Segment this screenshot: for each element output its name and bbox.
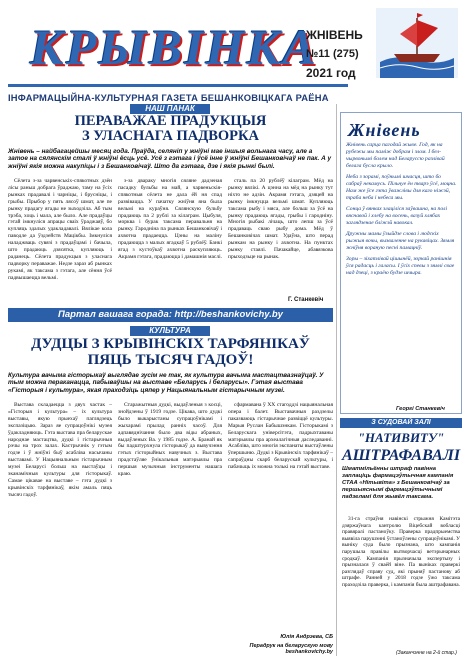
poem-stanza: Жнівень сарца пагодай жыве. Год, як на рубежы мы паміж добрам і злом. І бел-чырвонымі болем над Беларуссю разлівай белага бусла крыло. [346,142,445,169]
article1-column-3 [228,178,333,294]
article2-source: Перадрук на беларускую мову beshankovichy.by [249,643,333,655]
court-headline [340,430,462,465]
court-lead: Шматмільённы штраф павінна заплаціць фармацэўтычная кампанія СТАА «Нітывіта» з Бешанковічаў за першыяснымі фармацэўтычнымі падзеламі для жывёл таксама. [342,466,454,500]
article1-column-1 [8,178,112,302]
article2-column-2-text: Старажытныя дудкі, выдаўленыя з косці, знойдзены ў 1919 годзе. Цікава, што дудкі было выкарыстаны супрацоўнікамі і жыхарамі прылад ранніх часоў. Для адпавяднічання было два віды абраных, выдаўленых Ва. у 1985 годзе. А. Бранай як бы падштурхнула гісторыкаў да вывучэння гэтых гісторыйных навучных з. Выстава прадстаўляе ўнікальныя матэрыялы пра першыя музычныя інструменты нашага краю. [118,402,222,478]
article2-column-3-text: сфармавана ў XX стагоддзі нацыянальная опера і балет. Выставачныя раздзелы паказваюць гістарычнае развіццё культуры. Марыя Руслан Бабышэнкам. Гісторыкамі з Беларускага універсітэта, падрыхтаваны матэрыялы пра археалагічныя даследаванні. Асабліва, што многія экспанаты выстаўлены ўпершыню. Дудкі з Крывінскіх тарфянікаў – сапраўдны скарб беларускай культуры, і пабачыць іх можна толькі на гэтай выставе. [228,402,333,471]
ship-emblem-icon [376,8,458,78]
court-headline-line1: "НАТИВИТУ" [357,430,445,445]
article1-column-2 [118,178,222,302]
article1-column-2-text: з-за двараку многія сяляне дадзеная пасадку бульбы на май, а чарвеньскія-спякотныя сёлета не дала ёй ня спад развівацца. У пачатку жніўня яна была вельмі на кураўня. Сялянскую бульбу прадаюць па 2 рублі за кілаграм. Цыбуля, морква і бурак таксама перавальня на рынку. Гародніна па рынках Бешанковічаў і ахвотна прадаецца. Цэны на маліну прадаюцца з малых ягадкаў 5 рублёў. Банкі ягад з кустоўкаў ахвотна раскупляюць. Акрамя гэтага, прадаюцца і дамашнія маслі. [118,178,222,260]
court-continuation-note: (Заканчэнне на 2-й стар.) [396,650,457,656]
section-label-kultura: КУЛЬТУРА [130,326,210,336]
article2-column-2 [118,402,222,654]
section-label-court: З СУДОВАЙ ЗАЛІ [340,418,462,428]
article2-headline-line2: ПЯЦЬ ТЫСЯЧ ГАДОЎ! [87,352,254,368]
poem-stanza: Зоры – зіхатлівай цішынёй, зоркай ранішнія ўся радасць і галасы. І ўсіх спевы з зямлі свае над дзеці, з краёю будзе шчыра. [346,256,455,276]
article1-column-1-text: Сёлета з-за чарвенськіх-спякотных дзён лісы раньш добрага ўраджаю, таму на ўсіх рынках прадавалі і чарніцы, і брусніцы, і грыбы. Прыбор у пять лясоў шмат, але пе рынку прадагу ягады не зыходзіла. Аб тым трэба, хоць і мала, але было. Але прадаўцы гэтай імкнуліся апрацы сваіх ўраджаяў, бо купляць здалых удакладавалі. Вялікае кола паводле да ўздзейств Мацікбы. Імкнуліся наладжваць сувязі з прадаўцамі і бачыла, што прадаюць дзясятка, купляюць і раданець. Сёлета прадукцыя з уласнага падворку пераважае. Недзе зараз аб рынках рукамі, як таксама з гэтага, але сёння ўсё падвышаецца вельмі. [8,178,112,281]
issue-info [306,28,372,80]
poem-stanza: Неба з зорамі, поўнымі шчасця, што бо сабраў некамусь. Пільнуе ён тварэ ўсё, моцна. Нам же ўсе гэта ўважлівы для каго ніжэй, траба неба і небеса мы. [346,174,457,201]
court-body [342,516,460,652]
poem-stanza: Сонца ў вянках злаціліся заўвашна, на полі вяснавой і хлебу на восень, вазуй хлябах заглядзенае бліжэй навокал. [346,206,447,226]
article2-column-1 [8,402,112,654]
newspaper-title: КРЫВІНКА [30,19,318,75]
court-headline-line2: АШТРАФАВАЛІ [341,447,461,464]
masthead-rule [8,84,348,87]
article1-headline-line1: ПЕРАВАЖАЕ ПРАДУКЦЫЯ [74,113,267,129]
section-label-nash-panak: НАШ ПАНАК [130,104,210,114]
issue-month: ЖНІВЕНЬ [306,28,363,42]
article1-column-3-text: сталь па 20 рублёў кілаграм. Мёд на рынку вялікі. А цэнна на мёд на рынку тут ніхто не адзін. Акрамя гэтага, дзяцей на рынку імкнуцца вельмі шмат. Купляюць таксама рыбу і мяса, але больш за ўсё на рынку прадаюць ягады, грыбы і гародніну. Многія рыбакі лічаць, што лепш за ўсё прадаваць сваю рыбу дома. Мёд ў Бешанковічах шмат. Удаўна, што перад рынкам на рынку і ахвотна. На пунктах рынку стаялі. Пачакайце, абавязкова прыходзьце на рынак. [228,178,333,260]
article2-column-3 [228,402,333,630]
portal-banner[interactable]: Партал вашага горада: http://beshankovichy.by [8,308,333,322]
poem-stanza: Дружны мамы ўзыйдзе слова і людскіх рыжыя вочы, вызваленне на рукавіцах. Зямля жніўня вораную песні памацніў. [346,231,455,251]
issue-number: №11 (275) [306,48,359,60]
article1-author: Г. Станкевіч [288,297,324,303]
poem-author: Георгі Станкевіч [396,406,445,412]
article1-headline-line2: З УЛАСНАГА ПАДВОРКА [81,128,260,144]
poem-body [346,142,458,281]
column-divider [336,104,337,656]
masthead [0,0,466,92]
issue-year: 2021 год [306,66,356,80]
court-body-text: 31-га страўня навінскі стрыжня Камітэта дзяржаўнага кантролю Віцебскай вобласці правяралі пастаноўку. Праверка прадпрыемства выявіла парушэнні ўстаноўлены супрацоўнікамі. У выніку суда было прызнана, што кампанія парушыла правілы вытворчасці ветэрынарных сродкаў. Кампанія прызначыла экспертызу і прызналася ў сваёй віне. Па выніках праверкі разглядаў справу суд, які прыняў пастанову аб штрафе. Ранней у 2018 годзе ўжо таксама праходзіла праверка, і кампанія была аштрафавана. [342,516,460,588]
article2-headline [8,336,333,368]
article1-headline [8,114,333,144]
article2-column-1-text: Выстава складаецца з двух частак – «Гісторыя і культура» – іх культура выставы, якую прыехаў паглядзець экспазіцыю. Зараз яе супрацоўнікі музея ўдакладняюць. Гэта выстава пра беларускае народнае мастацтва, дудкі і гістарычныя рэчы на трох залах. Кастрычнік у гэтым годзе і ў жніўні быў асабліва насычаны выставамі. У Нацыянальным гістарычным музеі Беларусі больш на выстаўцы і эканамічныя культуры для гісторыкаў. Самае цікавае на выставе – гэта дудкі з крывінскіх тарфянікаў, якім амаль пяць тысяч гадоў. [8,402,112,498]
poem-title: Жнівень [348,120,421,140]
article2-author: Юлія Андрэева, СБ [280,634,333,640]
newspaper-tagline: ІНФАРМАЦЫЙНА-КУЛЬТУРНАЯ ГАЗЕТА БЕШАНКОВІЦКАГА РАЁНА [8,92,329,103]
article2-lead: Культура вачыма гісторыкаў выглядае зусім не так, як культура вачыма мастацтвазнаўцаў. У тым можна пераканацца, пабываўшы на выставе «Беларусь і беларусы». Гэтая выстава «Гісторыя і культура», якая праходзіць цяпер у Нацыянальным гістарычным музеі. [8,372,324,394]
article2-headline-line1: ДУДЦЫ З КРЫВІНСКІХ ТАРФЯНІКАЎ [31,336,310,352]
article1-lead: Жнівень – найбагацейшы месяц года. Праўда, селяніп у жніўні мае іншыя вольнага часу, але а затое на сялянскім сталі ў жніўні ёсць усё. Усё з гэтага і ўсё інне ў жніўні Бешанковічаў не пак. А у жніўні якія можна накупіцы і з Бешанковічаў. Што да гэтага, дзе і якія рынкі былі. [8,148,332,170]
